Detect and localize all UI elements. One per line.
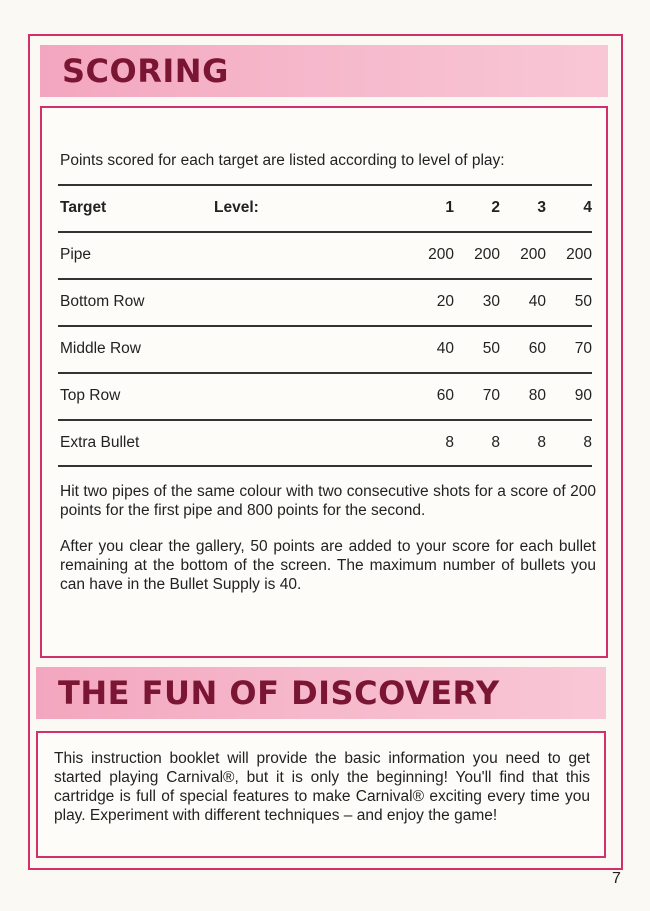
row-value: 40 (528, 293, 546, 310)
table-row (58, 327, 592, 371)
row-value: 200 (428, 246, 454, 263)
table-row (58, 280, 592, 324)
scoring-box (40, 106, 608, 658)
row-value: 30 (482, 293, 500, 310)
scoring-paragraph-pipes: Hit two pipes of the same colour with two consecutive shots for a score of 200 points for the first pipe and 800 points for the second. (60, 483, 596, 519)
scoring-banner (40, 45, 608, 97)
row-value: 200 (566, 246, 592, 263)
row-target: Extra Bullet (60, 434, 140, 451)
scoring-title: SCORING (62, 52, 229, 90)
header-target: Target (60, 199, 107, 216)
discovery-text: This instruction booklet will provide the basic information you need to get started playing Carnival®, but it is only the beginning! You'll find that this cartridge is full of special features to make Carnival® exciting every time you play. Experiment with different techniques – and enjoy the game! (54, 750, 590, 824)
row-value: 200 (474, 246, 500, 263)
row-target: Pipe (60, 246, 92, 263)
row-value: 40 (436, 340, 454, 357)
row-value: 8 (537, 434, 546, 451)
discovery-box (36, 731, 606, 858)
header-level-2: 2 (491, 199, 500, 216)
row-value: 20 (436, 293, 454, 310)
row-value: 8 (445, 434, 454, 451)
table-row (58, 233, 592, 277)
header-level: Level: (214, 199, 259, 216)
table-row (58, 421, 592, 465)
table-rule (58, 465, 592, 467)
row-value: 60 (436, 387, 454, 404)
header-level-1: 1 (445, 199, 454, 216)
row-value: 8 (583, 434, 592, 451)
row-value: 80 (528, 387, 546, 404)
row-value: 60 (528, 340, 546, 357)
table-header-row (58, 186, 592, 230)
discovery-title: THE FUN OF DISCOVERY (58, 674, 500, 712)
row-value: 90 (574, 387, 592, 404)
header-level-4: 4 (583, 199, 592, 216)
scoring-intro: Points scored for each target are listed according to level of play: (60, 152, 505, 169)
row-value: 50 (482, 340, 500, 357)
row-target: Bottom Row (60, 293, 145, 310)
row-value: 70 (482, 387, 500, 404)
row-value: 50 (574, 293, 592, 310)
page-number: 7 (612, 870, 621, 887)
scoring-paragraph-bullets: After you clear the gallery, 50 points are added to your score for each bullet remaining at the bottom of the screen. The maximum number of bullets you can have in the Bullet Supply is 40. (60, 538, 596, 593)
row-value: 8 (491, 434, 500, 451)
table-row (58, 374, 592, 418)
discovery-banner (36, 667, 606, 719)
header-level-3: 3 (537, 199, 546, 216)
row-value: 70 (574, 340, 592, 357)
row-target: Top Row (60, 387, 121, 404)
row-value: 200 (520, 246, 546, 263)
row-target: Middle Row (60, 340, 141, 357)
